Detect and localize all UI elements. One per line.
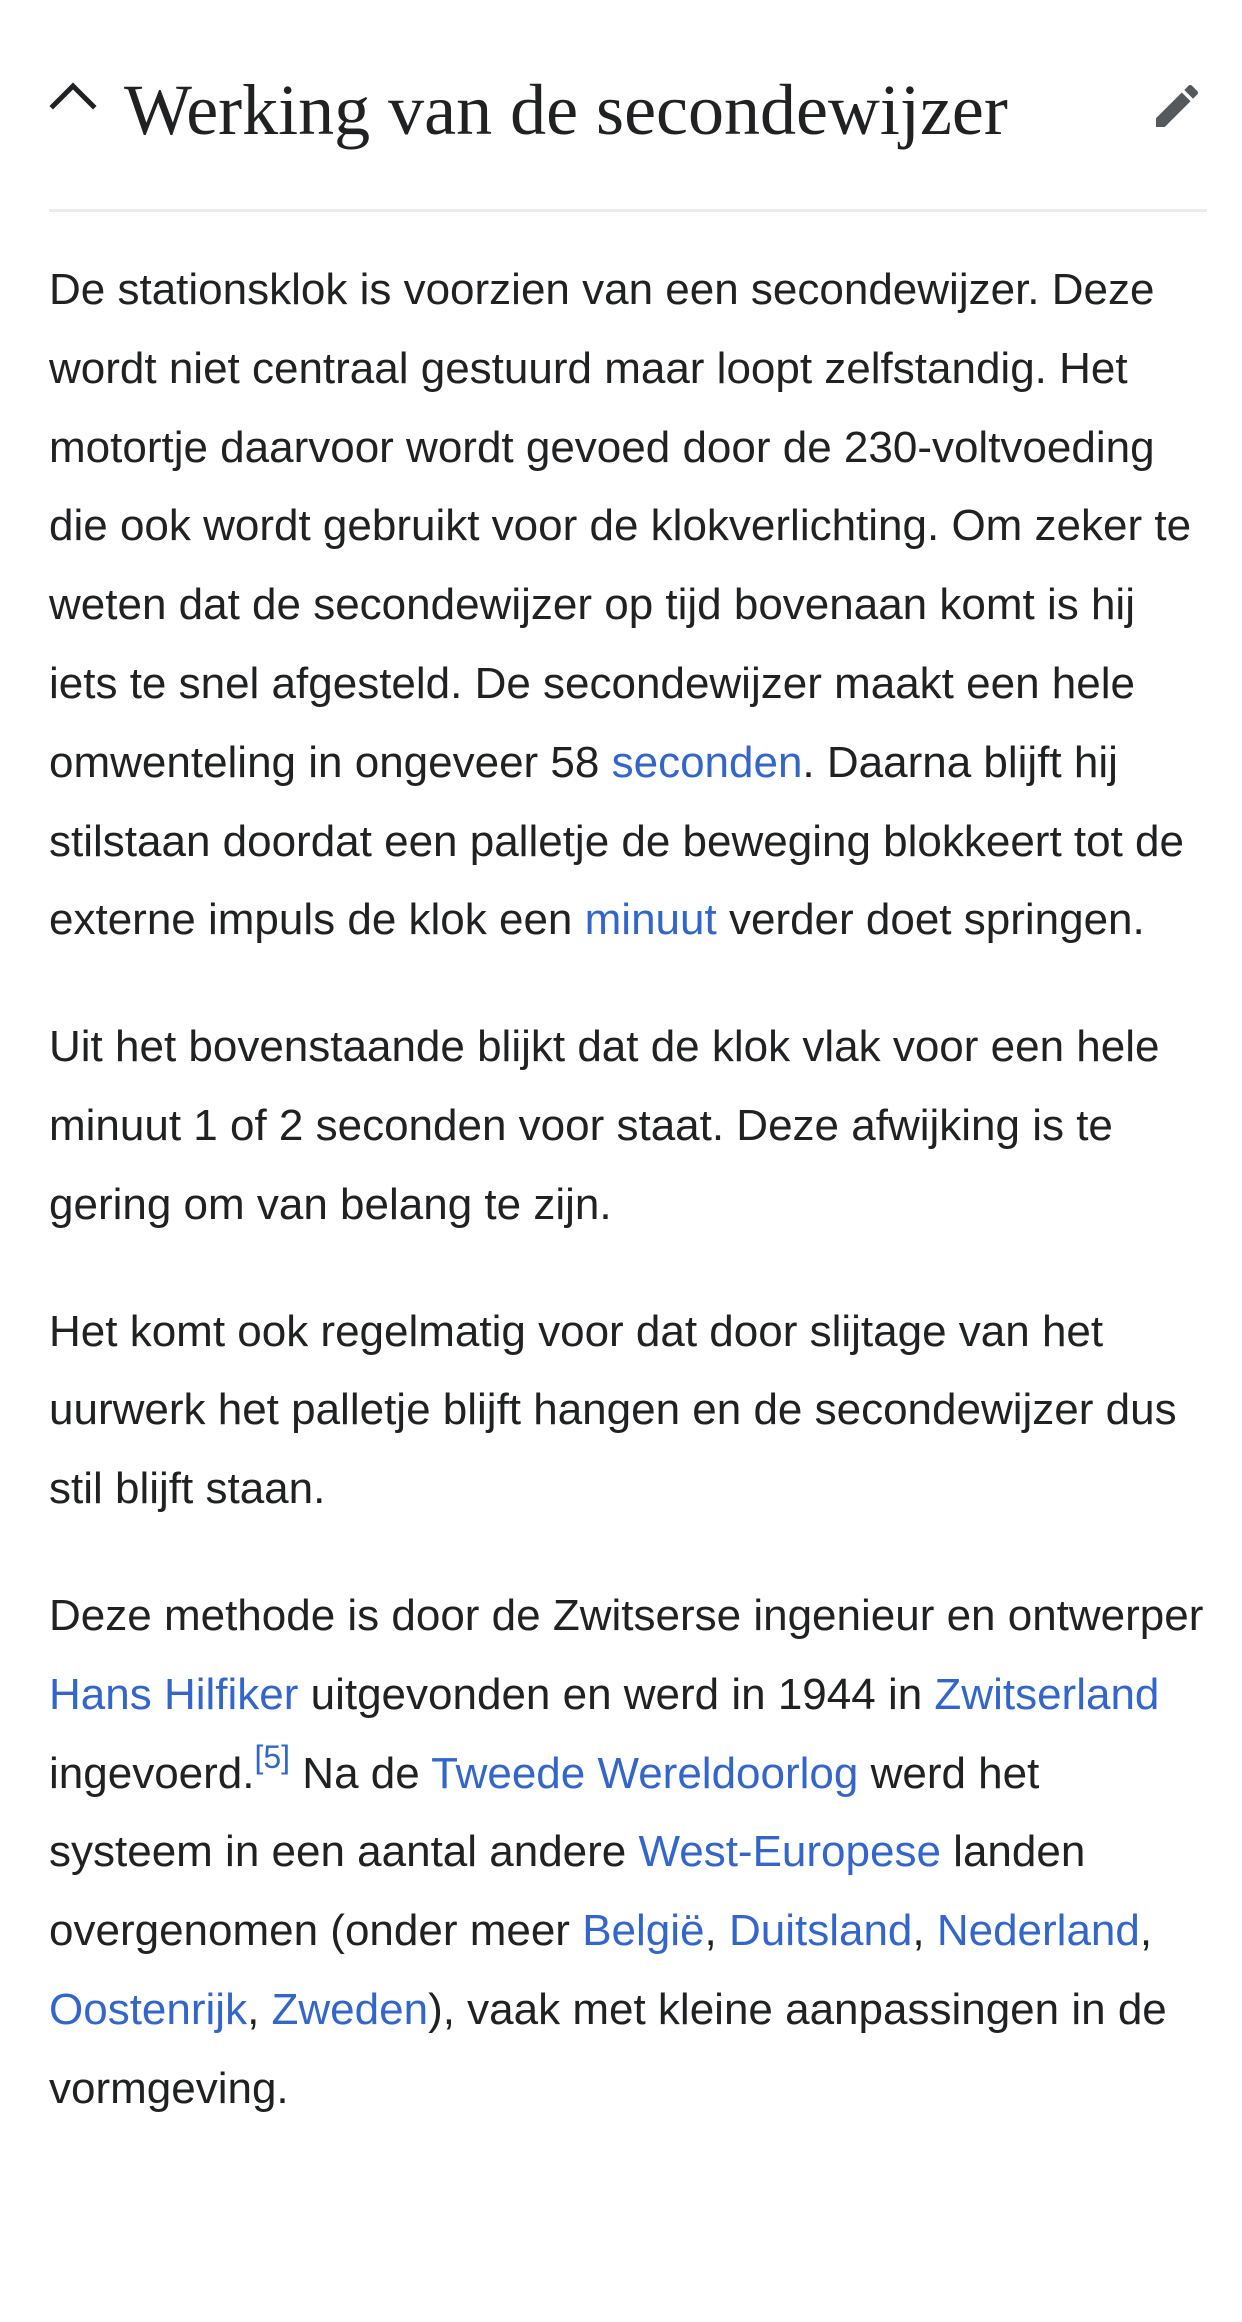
reference-5[interactable]: [5] (254, 1738, 291, 1775)
paragraph-text: De stationsklok is voorzien van een secondewijzer. Deze wordt niet centraal gestuurd maar loopt zelfstandig. Het motortje daarvoor wordt gevoed door de 230-voltvoeding die ook wordt gebruikt voor de klokverlichting. Om zeker te weten dat de secondewijzer op tijd bovenaan komt is hij iets te snel afgesteld. De secondewijzer maakt een hele omwenteling in ongeveer 58 (49, 265, 1192, 787)
paragraph-text: ), vaak met kleine aanpassingen in de vormgeving. (49, 1984, 1167, 2113)
link-belgie[interactable]: België (582, 1906, 705, 1956)
paragraph-text: verder doet springen. (716, 895, 1145, 945)
section-title: Werking van de secondewijzer (124, 70, 1008, 150)
link-tweede-wereldoorlog[interactable]: Tweede Wereldoorlog (431, 1748, 859, 1798)
link-zweden[interactable]: Zweden (271, 1984, 429, 2034)
link-minuut[interactable]: minuut (584, 895, 717, 945)
paragraph-4 (49, 1577, 1207, 2129)
paragraph-1 (49, 251, 1207, 960)
paragraph-text: Deze methode is door de Zwitserse ingenieur en ontwerper (49, 1590, 1204, 1640)
section-content (49, 212, 1207, 2129)
link-west-europese[interactable]: West-Europese (638, 1827, 941, 1877)
link-zwitserland[interactable]: Zwitserland (934, 1669, 1160, 1719)
paragraph-2: Uit het bovenstaande blijkt dat de klok vlak voor een hele minuut 1 of 2 seconden voor staat. Deze afwijking is te gering om van belang te zijn. (49, 1022, 1160, 1229)
link-duitsland[interactable]: Duitsland (728, 1906, 913, 1956)
section-header[interactable] (49, 0, 1207, 212)
link-hans-hilfiker[interactable]: Hans Hilfiker (49, 1669, 299, 1719)
paragraph-text: Na de (290, 1748, 432, 1798)
paragraph-text: . Daarna blijft hij stilstaan doordat een palletje de beweging blokkeert tot de externe impuls de klok een (49, 737, 1184, 945)
link-oostenrijk[interactable]: Oostenrijk (49, 1984, 248, 2034)
link-seconden[interactable]: seconden (611, 737, 803, 787)
separator: , (912, 1906, 937, 1956)
article-section (49, 0, 1207, 2177)
pencil-icon[interactable] (1149, 78, 1205, 134)
paragraph-text: landen overgenomen (onder meer (49, 1827, 1086, 1956)
paragraph-3: Het komt ook regelmatig voor dat door slijtage van het uurwerk het palletje blijft hangen en de secondewijzer dus stil blijft staan. (49, 1306, 1177, 1514)
paragraph-text: ingevoerd. (49, 1748, 255, 1798)
chevron-up-icon[interactable] (49, 76, 97, 112)
separator: , (704, 1906, 729, 1956)
separator: , (247, 1984, 272, 2034)
separator: , (1139, 1906, 1153, 1956)
link-nederland[interactable]: Nederland (936, 1906, 1140, 1956)
paragraph-text: werd het systeem in een aantal andere (49, 1748, 1040, 1877)
paragraph-text: uitgevonden en werd in 1944 in (298, 1669, 935, 1719)
